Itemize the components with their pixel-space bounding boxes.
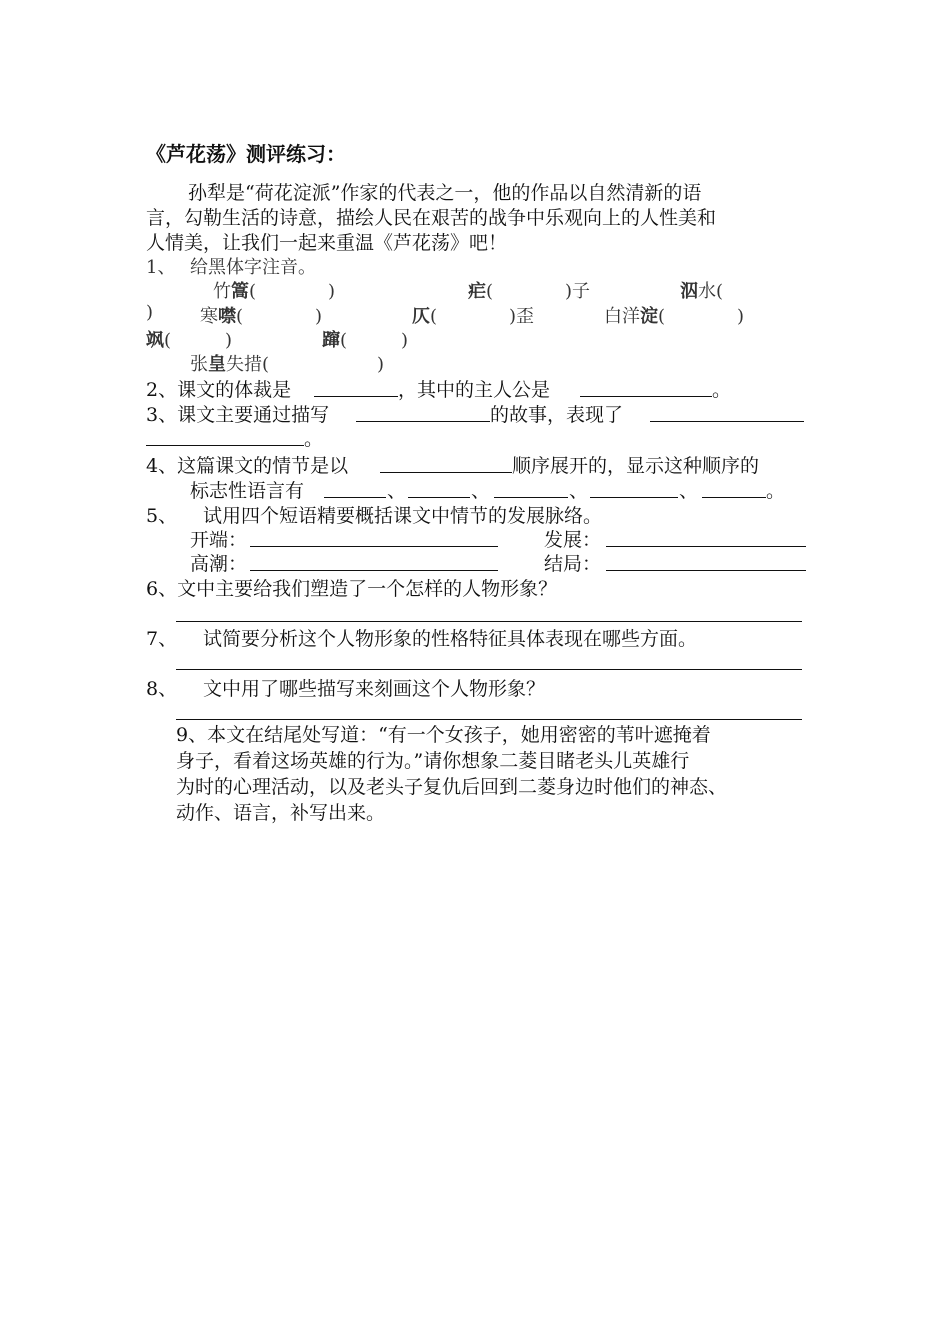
bold-char: 蹿 xyxy=(322,330,340,351)
q4-blank-order[interactable] xyxy=(380,472,512,473)
pinyin-item-baiyangdian[interactable] xyxy=(604,302,744,328)
answer-paren: ( ) xyxy=(249,281,336,302)
intro-line-1: 孙犁是“荷花淀派”作家的代表之一，他的作品以自然清新的语 xyxy=(188,182,702,204)
q4-text-c: 标志性语言有 xyxy=(190,480,305,502)
answer-paren: ( )歪 xyxy=(430,306,535,327)
q5-blank-fazhan[interactable] xyxy=(606,546,806,547)
q5-label-gaochao: 高潮： xyxy=(190,553,248,575)
q9-line-2: 身子，看着这场英雄的行为。”请你想象二菱目睹老头儿英雄行 xyxy=(176,750,690,772)
q2-blank-protagonist[interactable] xyxy=(580,396,712,397)
q7-answer-line[interactable] xyxy=(176,669,802,670)
pinyin-item-zhugao[interactable] xyxy=(213,277,335,303)
q4-sep-2: 、 xyxy=(471,480,491,502)
q7-prompt: 试简要分析这个人物形象的性格特征具体表现在哪些方面。 xyxy=(203,628,698,650)
pinyin-item-zhanghuang[interactable] xyxy=(190,350,384,376)
page-title: 《芦花荡》测评练习： xyxy=(146,142,346,166)
pinyin-item-cuan[interactable] xyxy=(322,326,408,352)
q4-text-b: 顺序展开的，显示这种顺序的 xyxy=(512,455,760,477)
q9-line-4: 动作、语言，补写出来。 xyxy=(176,802,386,824)
answer-paren: ( ) xyxy=(340,330,409,351)
q3-blank-theme-1[interactable] xyxy=(650,421,804,422)
item-prefix: 白洋 xyxy=(604,306,640,327)
q3-blank-theme-2[interactable] xyxy=(146,445,304,446)
q1-prompt: 给黑体字注音。 xyxy=(190,257,316,278)
q2-text-b: ，其中的主人公是 xyxy=(398,379,551,401)
q3-text-c: 。 xyxy=(304,428,324,450)
q2-text-c: 。 xyxy=(712,379,732,401)
bold-char: 飒 xyxy=(146,330,164,351)
q5-prompt: 试用四个短语精要概括课文中情节的发展脉络。 xyxy=(203,505,603,527)
q4-blank-1[interactable] xyxy=(324,497,386,498)
answer-paren: ( ) xyxy=(658,306,745,327)
q3-text-b: 的故事，表现了 xyxy=(490,404,624,426)
q4-blank-3[interactable] xyxy=(494,497,568,498)
q8-number: 8、 xyxy=(146,678,178,700)
bold-char: 疟 xyxy=(468,281,486,302)
q4-end: 。 xyxy=(766,480,786,502)
q5-label-fazhan: 发展： xyxy=(544,529,602,551)
q4-blank-5[interactable] xyxy=(702,497,766,498)
q2-blank-genre[interactable] xyxy=(314,396,398,397)
pinyin-item-zewai[interactable] xyxy=(412,302,534,328)
answer-paren: ( ) xyxy=(262,354,385,375)
intro-line-3: 人情美，让我们一起来重温《芦花荡》吧！ xyxy=(146,232,508,254)
q5-label-kaiduan: 开端： xyxy=(190,529,248,551)
q6-prompt: 6、文中主要给我们塑造了一个怎样的人物形象？ xyxy=(146,578,558,600)
q5-blank-jieju[interactable] xyxy=(606,570,806,571)
item-prefix: 寒 xyxy=(200,306,218,327)
q3-blank-story[interactable] xyxy=(356,421,490,422)
item-prefix: 竹 xyxy=(213,281,231,302)
q9-line-3: 为时的心理活动，以及老头子复仇后回到二菱身边时他们的神态、 xyxy=(176,776,728,798)
bold-char: 泅 xyxy=(680,281,698,302)
bold-char: 仄 xyxy=(412,306,430,327)
q5-label-jieju: 结局： xyxy=(544,553,602,575)
q2-text-a: 2、课文的体裁是 xyxy=(146,379,292,401)
bold-char: 噤 xyxy=(218,306,236,327)
pinyin-item-sa[interactable] xyxy=(146,326,232,352)
q5-number: 5、 xyxy=(146,505,178,527)
q4-blank-4[interactable] xyxy=(590,497,678,498)
q5-blank-gaochao[interactable] xyxy=(250,570,498,571)
q4-sep-1: 、 xyxy=(387,480,407,502)
q7-number: 7、 xyxy=(146,628,178,650)
q6-answer-line[interactable] xyxy=(176,621,802,622)
paren-close: ) xyxy=(146,302,154,323)
bold-char: 篙 xyxy=(231,281,249,302)
intro-line-2: 言，勾勒生活的诗意，描绘人民在艰苦的战争中乐观向上的人性美和 xyxy=(146,207,717,229)
q5-blank-kaiduan[interactable] xyxy=(250,546,498,547)
item-suffix: 失措 xyxy=(226,354,262,375)
answer-paren: ( ) xyxy=(164,330,233,351)
q1-number: 1、 xyxy=(146,257,176,278)
item-suffix: 水( xyxy=(698,281,724,302)
pinyin-item-nuezi[interactable] xyxy=(468,277,590,303)
q4-sep-4: 、 xyxy=(679,480,699,502)
pinyin-item-qiushui[interactable] xyxy=(680,277,723,303)
bold-char: 淀 xyxy=(640,306,658,327)
bold-char: 皇 xyxy=(208,354,226,375)
q3-text-a: 3、课文主要通过描写 xyxy=(146,404,330,426)
item-prefix: 张 xyxy=(190,354,208,375)
q9-line-1: 9、本文在结尾处写道：“有一个女孩子，她用密密的苇叶遮掩着 xyxy=(176,724,711,746)
answer-paren: ( )子 xyxy=(486,281,591,302)
answer-paren: ( ) xyxy=(236,306,323,327)
pinyin-item-hanjin[interactable] xyxy=(200,302,322,328)
q4-blank-2[interactable] xyxy=(408,497,470,498)
q4-text-a: 4、这篇课文的情节是以 xyxy=(146,455,349,477)
q8-prompt: 文中用了哪些描写来刻画这个人物形象？ xyxy=(203,678,546,700)
q4-sep-3: 、 xyxy=(569,480,589,502)
